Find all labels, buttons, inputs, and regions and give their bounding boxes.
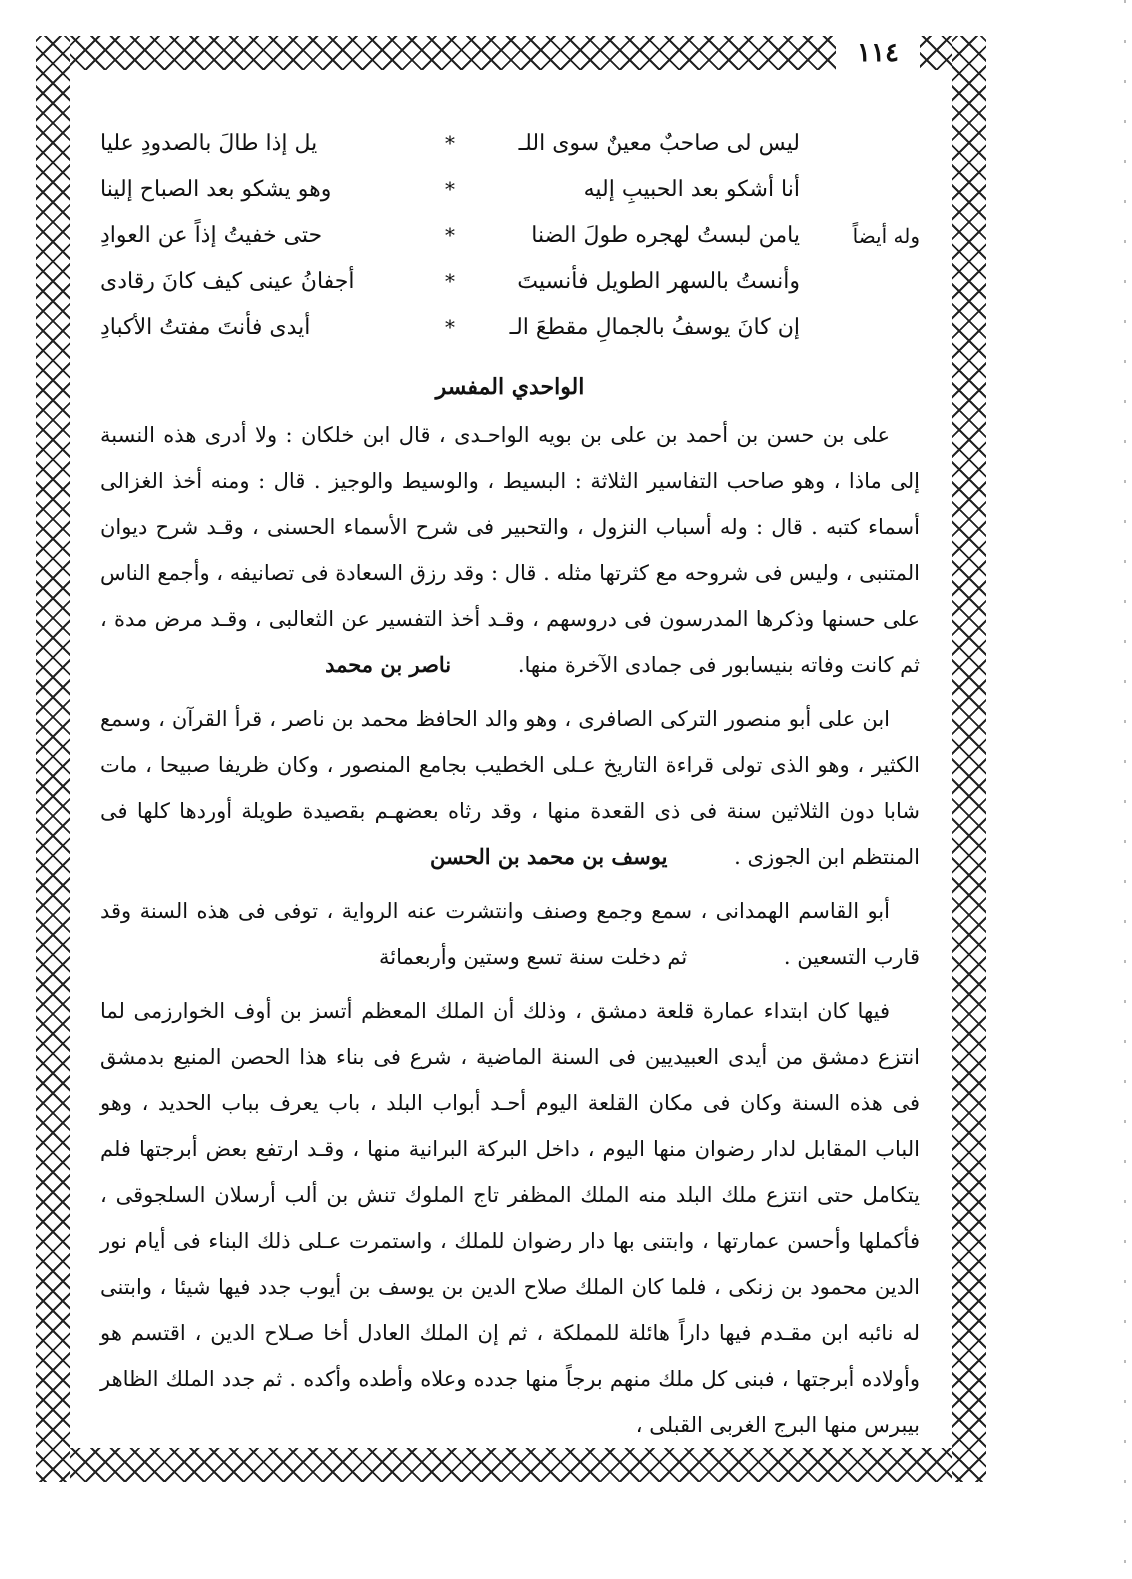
poem-couplet [100, 258, 800, 304]
paragraph-text: ابن على أبو منصور التركى الصافرى ، وهو والد الحافظ محمد بن ناصر ، قرأ القرآن ، وسمع الكثير ، وهو الذى تولى قراءة التاريخ عـلى الخطيب بجامع المنصور ، وكان ظريفا صبيحا ، مات شابا دون الثلاثين سنة فى ذى القعدة منها ، وقد رثاه بعضهـم بقصيدة طويلة أوردها كلها فى المنتظم ابن الجوزى . [100, 707, 920, 869]
biography-paragraph [100, 888, 920, 980]
hemistich-first: ليس لى صاحبٌ معينٌ سوى اللـ [518, 130, 800, 156]
poem-couplet [100, 120, 800, 166]
ornamental-border-right [952, 36, 986, 1482]
hemistich-second: يل إذا طالَ بالصدودِ عليا [100, 130, 318, 156]
section-heading-inline: يوسف بن محمد بن الحسن [430, 844, 668, 869]
hemistich-second: أيدى فأنتَ مفتتُ الأكبادِ [100, 314, 311, 340]
body-paragraph [100, 988, 920, 1448]
page-content [100, 120, 920, 1456]
hemistich-first: أنا أشكو بعد الحبيبِ إليه [583, 176, 800, 202]
section-heading: الواحدي المفسر [435, 374, 585, 400]
paragraph-text: على بن حسن بن أحمد بن على بن بويه الواحـدى ، قال ابن خلكان : ولا أدرى هذه النسبة إلى ماذا ، وهو صاحب التفاسير الثلاثة : البسيط ، والوسيط والوجيز . قال : ومنه أخذ الغزالى أسماء كتبه . قال : وله أسباب النزول ، والتحبير فى شرح الأسماء الحسنى ، وقـد شرح ديوان المتنبى ، وليس فى شروحه مع كثرتها مثله . قال : وقد رزق السعادة فى تصانيفه ، وأجمع الناس على حسنها وذكرها المدرسون فى دروسهم ، وقـد أخذ التفسير عن الثعالبى ، وقـد مرض مدة ، ثم كانت وفاته بنيسابور فى جمادى الآخرة منها. [100, 423, 920, 677]
poem-block [100, 120, 920, 360]
page-number: ١١٤ [836, 36, 920, 70]
poem-couplet [100, 304, 800, 350]
biography-paragraph [100, 696, 920, 880]
hemistich-second: حتى خفيتُ إذاً عن العوادِ [100, 222, 323, 248]
poem-couplet [100, 166, 800, 212]
separator-star: * [445, 315, 455, 339]
section-heading-inline: ناصر بن محمد [325, 652, 452, 677]
separator-star: * [445, 131, 455, 155]
page-edge-mark [1124, 0, 1126, 1579]
hemistich-first: إن كانَ يوسفُ بالجمالِ مقطعَ الـ [509, 314, 800, 340]
separator-star: * [445, 269, 455, 293]
paragraph-text: أبو القاسم الهمدانى ، سمع وجمع وصنف وانتشرت عنه الرواية ، توفى فى هذه السنة وقد قارب التسعين . [100, 899, 920, 969]
poem-couplet [100, 212, 800, 258]
hemistich-second: وهو يشكو بعد الصباح إلينا [100, 176, 332, 202]
hemistich-first: يامن لبستُ لهجره طولَ الضنا [531, 222, 800, 248]
hemistich-first: وأنستُ بالسهر الطويل فأنسيتَ [517, 268, 800, 294]
separator-star: * [445, 177, 455, 201]
year-heading: ثم دخلت سنة تسع وستين وأربعمائة [378, 945, 688, 969]
biography-paragraph [100, 412, 920, 688]
poem-note: وله أيضاً [852, 224, 920, 248]
separator-star: * [445, 223, 455, 247]
ornamental-border-left [36, 36, 70, 1482]
hemistich-second: أجفانُ عينى كيف كانَ رقادى [100, 268, 355, 294]
paragraph-text: فيها كان ابتداء عمارة قلعة دمشق ، وذلك أن الملك المعظم أتسز بن أوف الخوارزمى لما انتزع دمشق من أيدى العبيديين فى السنة الماضية ، شرع فى بناء هذا الحصن المنيع بدمشق فى هذه السنة وكان فى مكان القلعة اليوم أحـد أبواب البلد ، باب يعرف بباب الحديد ، وهو الباب المقابل لدار رضوان منها اليوم ، داخل البركة البرانية منها ، وقـد ارتفع بعض أبرجتها فلم يتكامل حتى انتزع ملك البلد منه الملك المظفر تاج الملوك تنش بن ألب أرسلان السلجوقى ، فأكملها وأحسن عمارتها ، وابتنى بها دار رضوان للملك ، واستمرت عـلى ذلك البناء فى أيام نور الدين محمود بن زنكى ، فلما كان الملك صلاح الدين بن يوسف بن أيوب جدد فيها شيئا ، وابتنى له نائبه ابن مقـدم فيها داراً هائلة للمملكة ، ثم إن الملك العادل أخا صـلاح الدين ، اقتسم هو وأولاده أبرجتها ، فبنى كل ملك منهم برجاً منها جدده وعلاه وأطده وأكده . ثم جدد الملك الظاهر بيبرس منها البرج الغربى القبلى ، [100, 999, 920, 1437]
